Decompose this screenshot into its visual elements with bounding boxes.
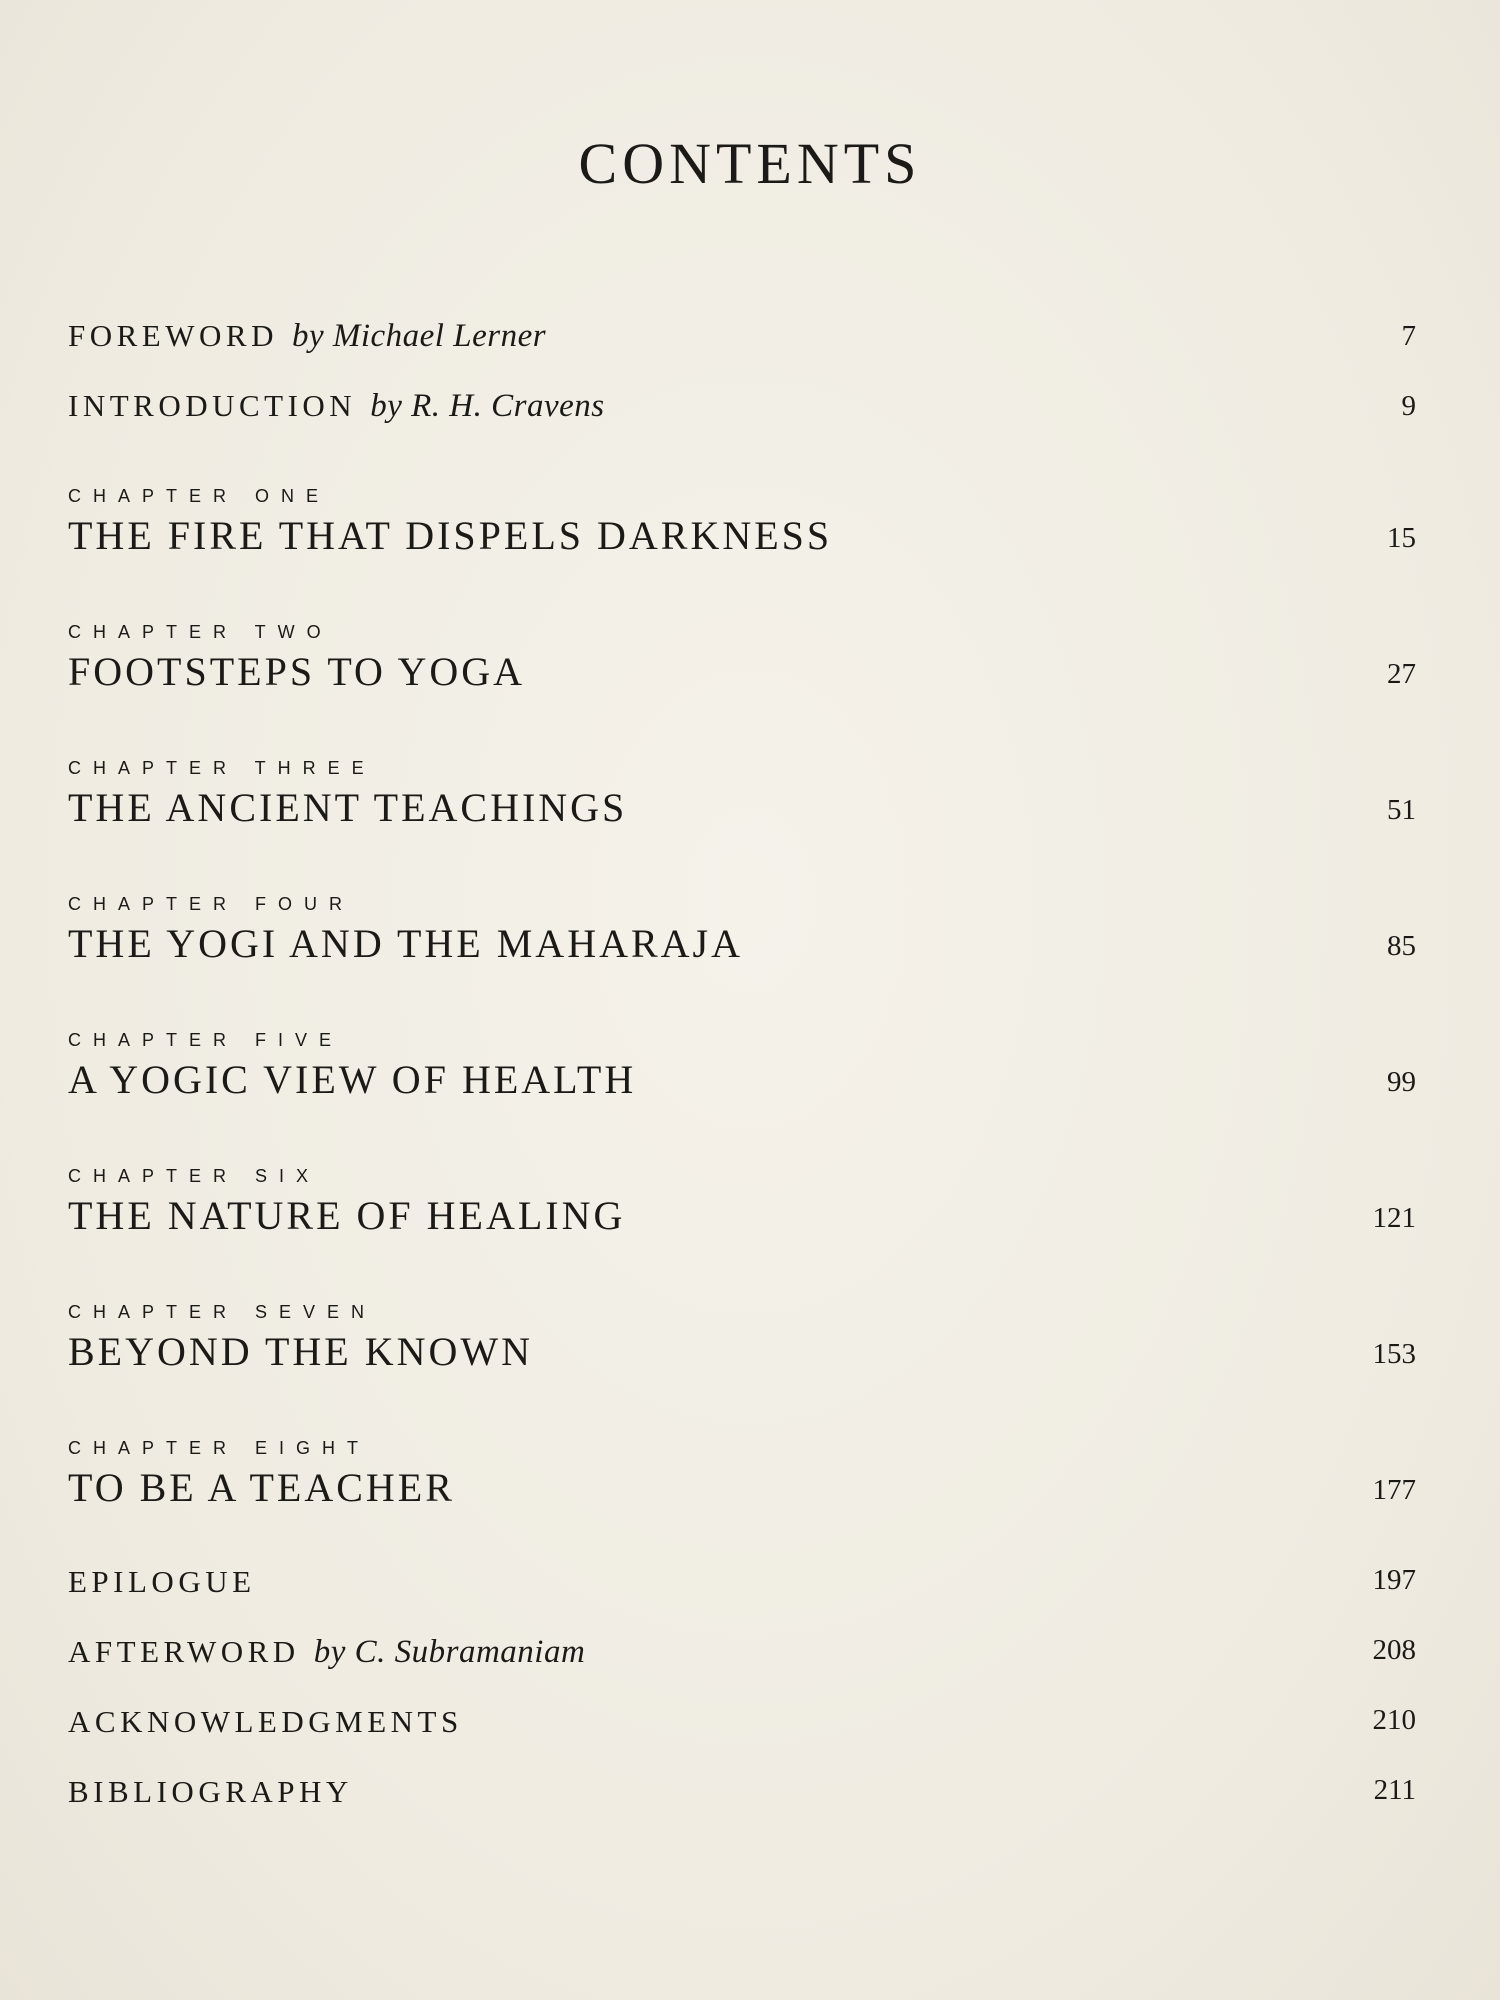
- chapter-label: CHAPTER TWO: [68, 622, 333, 642]
- chapter-title: THE FIRE THAT DISPELS DARKNESS: [68, 513, 833, 558]
- chapter-title: THE NATURE OF HEALING: [68, 1193, 626, 1238]
- page-number: 153: [1372, 1338, 1416, 1370]
- page-number: 9: [1401, 390, 1416, 422]
- page-number: 197: [1372, 1564, 1416, 1596]
- page-number: 7: [1401, 320, 1416, 352]
- chapter-title: TO BE A TEACHER: [68, 1465, 455, 1510]
- chapter-label: CHAPTER THREE: [68, 758, 376, 778]
- page-number: 121: [1372, 1202, 1416, 1234]
- entry-author: by Michael Lerner: [291, 318, 547, 354]
- chapter-title: FOOTSTEPS TO YOGA: [68, 649, 525, 694]
- chapter-label: CHAPTER FOUR: [68, 894, 355, 914]
- page-number: 99: [1387, 1066, 1416, 1098]
- page-number: 51: [1387, 794, 1416, 826]
- entry-label: BIBLIOGRAPHY: [68, 1774, 353, 1809]
- page-number: 85: [1387, 930, 1416, 962]
- chapter-label: CHAPTER FIVE: [68, 1030, 344, 1050]
- entry-author: by R. H. Cravens: [370, 388, 605, 424]
- entry-author: by C. Subramaniam: [313, 1634, 586, 1670]
- page-number: 27: [1387, 658, 1416, 690]
- page-number: 208: [1372, 1634, 1416, 1666]
- chapter-title: A YOGIC VIEW OF HEALTH: [68, 1057, 637, 1102]
- entry-label: EPILOGUE: [68, 1564, 256, 1599]
- entry-label: AFTERWORD by C. Subramaniam: [68, 1634, 586, 1670]
- chapter-label: CHAPTER ONE: [68, 486, 331, 506]
- page-number: 211: [1373, 1774, 1416, 1806]
- entry-label: INTRODUCTION by R. H. Cravens: [68, 388, 605, 424]
- chapter-title: THE ANCIENT TEACHINGS: [68, 785, 628, 830]
- page-number: 15: [1387, 522, 1416, 554]
- chapter-label: CHAPTER SIX: [68, 1166, 321, 1186]
- chapter-title: THE YOGI AND THE MAHARAJA: [68, 921, 743, 966]
- entry-label: FOREWORD by Michael Lerner: [68, 318, 547, 354]
- page-title: CONTENTS: [578, 131, 922, 196]
- chapter-title: BEYOND THE KNOWN: [68, 1329, 533, 1374]
- page-number: 177: [1372, 1474, 1416, 1506]
- page-number: 210: [1372, 1704, 1416, 1736]
- entry-label: ACKNOWLEDGMENTS: [68, 1704, 463, 1739]
- chapter-label: CHAPTER EIGHT: [68, 1438, 371, 1458]
- chapter-label: CHAPTER SEVEN: [68, 1302, 377, 1322]
